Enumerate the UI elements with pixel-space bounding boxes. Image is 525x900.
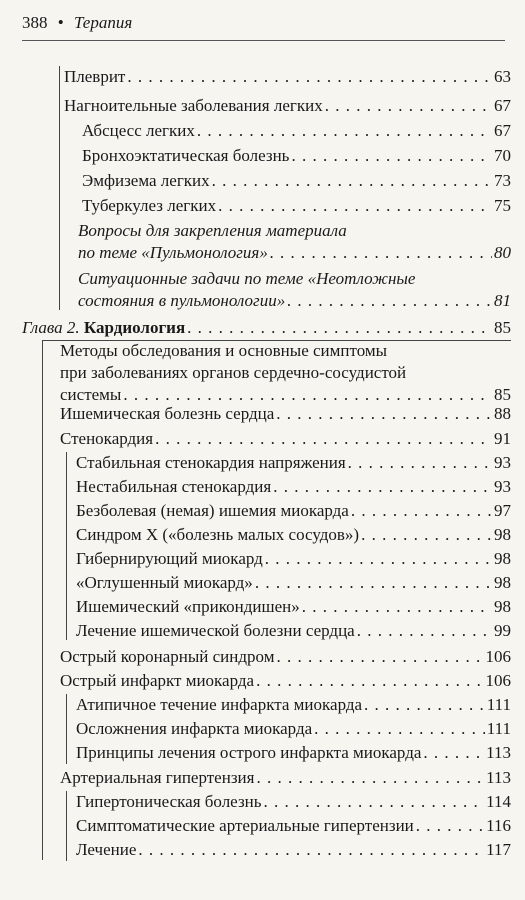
toc-bracket-line — [66, 694, 67, 764]
toc-entry: Принципы лечения острого инфаркта миокарда . . . 113 — [76, 742, 511, 764]
toc-entry: Гибернирующий миокард . . . 98 — [76, 548, 511, 570]
toc-entry: Бронхоэктатическая болезнь . . . 70 — [82, 145, 511, 167]
toc-bracket-line — [66, 452, 67, 640]
toc-entry: Ишемическая болезнь сердца . . . 88 — [60, 403, 511, 425]
chapter-heading: Глава 2. Кардиология . . . 85 — [22, 317, 511, 339]
toc-entry: Лечение . . . 117 — [76, 839, 511, 861]
toc-entry: Туберкулез легких . . . 75 — [82, 195, 511, 217]
toc-entry-methods: Методы обследования и основные симптомы при заболеваниях органов сердечно-сосудистой системы . . . 85 — [60, 340, 511, 406]
header-bullet: • — [57, 13, 64, 32]
chapter-number: Глава 2. — [22, 318, 80, 337]
toc-entry: Плеврит . . . 63 — [64, 66, 511, 88]
toc-entry-questions: Вопросы для закрепления материала по теме «Пульмонология» . . . 80 — [78, 220, 511, 264]
toc-entry: Ишемический «прикондишен» . . . 98 — [76, 596, 511, 618]
toc-entry: Эмфизема легких . . . 73 — [82, 170, 511, 192]
toc-bracket-line — [66, 791, 67, 861]
toc-entry: Лечение ишемической болезни сердца . . . 99 — [76, 620, 511, 642]
toc-entry-tasks: Ситуационные задачи по теме «Неотложные состояния в пульмонологии» . . . 81 — [78, 268, 511, 312]
toc-entry: Стенокардия . . . 91 — [60, 428, 511, 450]
toc-bracket-line — [59, 66, 60, 310]
toc-entry: «Оглушенный миокард» . . . 98 — [76, 572, 511, 594]
toc-entry: Абсцесс легких . . . 67 — [82, 120, 511, 142]
toc-entry: Безболевая (немая) ишемия миокарда . . . 97 — [76, 500, 511, 522]
toc-entry: Атипичное течение инфаркта миокарда . . . 111 — [76, 694, 511, 716]
toc-entry: Гипертоническая болезнь . . . 114 — [76, 791, 511, 813]
chapter-title: Кардиология — [83, 318, 186, 337]
toc-entry: Симптоматические артериальные гипертензии . . . 116 — [76, 815, 511, 837]
toc-entry: Осложнения инфаркта миокарда . . . 111 — [76, 718, 511, 740]
toc-bracket-line — [42, 340, 43, 860]
toc-entry: Артериальная гипертензия . . . 113 — [60, 767, 511, 789]
toc-entry: Стабильная стенокардия напряжения . . . 93 — [76, 452, 511, 474]
toc-entry: Нагноительные заболевания легких . . . 67 — [64, 95, 511, 117]
toc-entry: Острый инфаркт миокарда . . . 106 — [60, 670, 511, 692]
page-number: 388 — [22, 13, 48, 32]
toc-entry: Нестабильная стенокардия . . . 93 — [76, 476, 511, 498]
running-title: Терапия — [73, 13, 133, 32]
toc-entry: Острый коронарный синдром . . . 106 — [60, 646, 511, 668]
toc-entry: Синдром Х («болезнь малых сосудов») . . . 98 — [76, 524, 511, 546]
